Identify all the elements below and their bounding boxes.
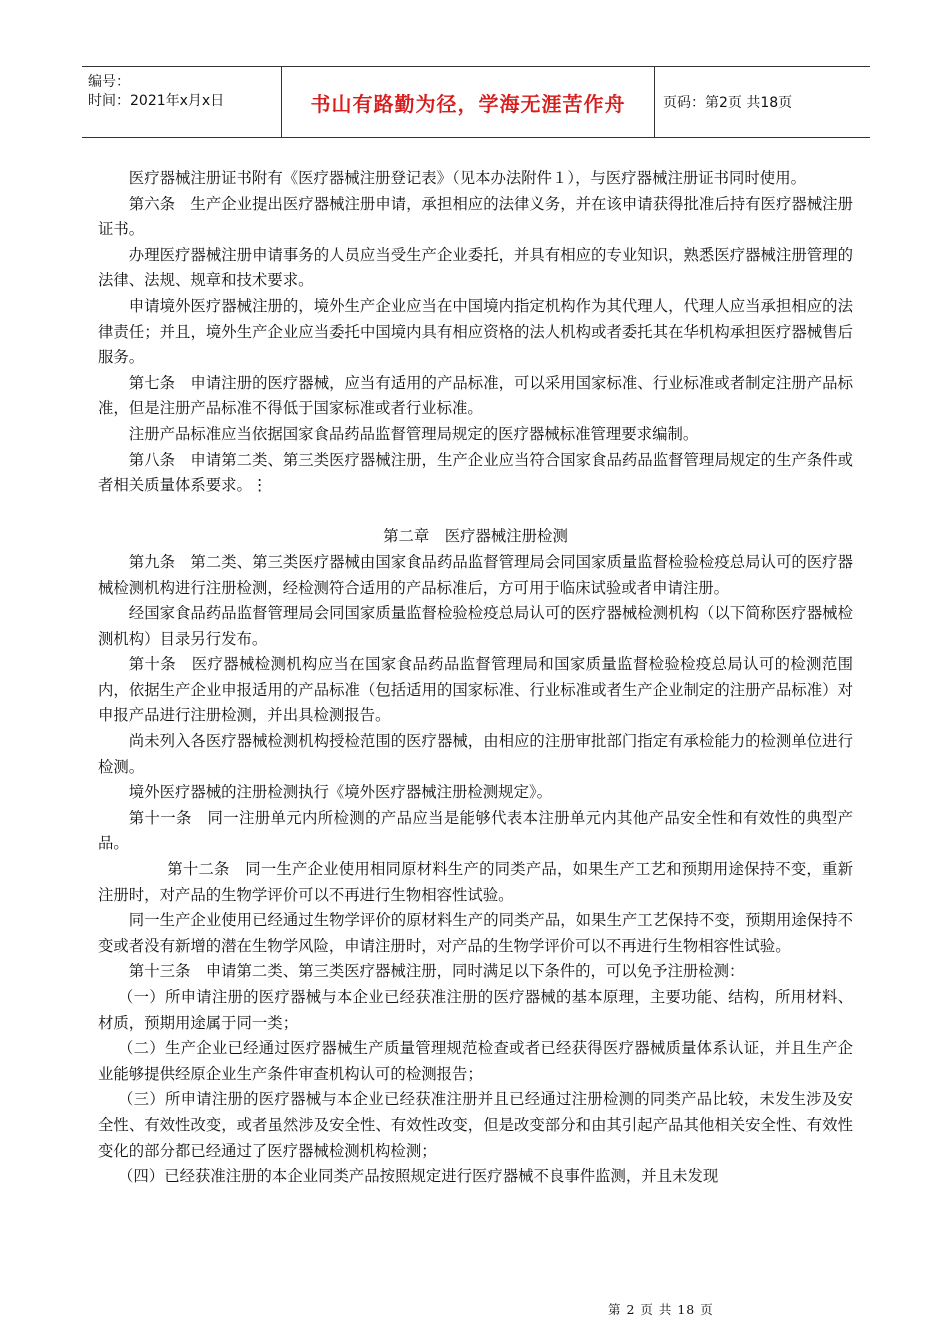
header-motto: 书山有路勤为径，学海无涯苦作舟	[282, 67, 655, 137]
paragraph: 尚未列入各医疗器械检测机构授检范围的医疗器械，由相应的注册审批部门指定有承检能力的检测单位进行检测。	[98, 732, 853, 776]
time-label: 时间：2021年x月x日	[88, 93, 225, 109]
paragraph: 同一生产企业使用已经通过生物学评价的原材料生产的同类产品，如果生产工艺保持不变，预期用途保持不变或者没有新增的潜在生物学风险，申请注册时，对产品的生物学评价可以不再进行生物相容性试验。	[98, 911, 853, 955]
header-meta	[82, 67, 282, 137]
document-body	[98, 166, 853, 1190]
article-8: 第八条 申请第二类、第三类医疗器械注册，生产企业应当符合国家食品药品监督管理局规定的生产条件或者相关质量体系要求。⋮	[98, 450, 853, 495]
header-page-info: 页码：第2页 共18页	[663, 95, 793, 111]
number-label: 编号：	[88, 74, 130, 90]
paragraph: 办理医疗器械注册申请事务的人员应当受生产企业委托，并具有相应的专业知识，熟悉医疗器械注册管理的法律、法规、规章和技术要求。	[98, 245, 853, 290]
condition-3: （三）所申请注册的医疗器械与本企业已经获准注册并且已经通过注册检测的同类产品比较，未发生涉及安全性、有效性改变，或者虽然涉及安全性、有效性改变，但是改变部分和由其引起产品其他相关安全性、有效性变化的部分都已经通过了医疗器械检测机构检测；	[98, 1090, 853, 1160]
chapter-heading: 第二章 医疗器械注册检测	[383, 527, 568, 546]
paragraph: 经国家食品药品监督管理局会同国家质量监督检验检疫总局认可的医疗器械检测机构（以下简称医疗器械检测机构）目录另行发布。	[98, 604, 853, 648]
condition-1: （一）所申请注册的医疗器械与本企业已经获准注册的医疗器械的基本原理，主要功能、结构，所用材料、材质，预期用途属于同一类；	[98, 988, 853, 1032]
paragraph: 申请境外医疗器械注册的，境外生产企业应当在中国境内指定机构作为其代理人，代理人应当承担相应的法律责任；并且，境外生产企业应当委托中国境内具有相应资格的法人机构或者委托其在华机构承担医疗器械售后服务。	[98, 296, 853, 367]
condition-4: （四）已经获准注册的本企业同类产品按照规定进行医疗器械不良事件监测，并且未发现	[118, 1167, 719, 1186]
paragraph: 境外医疗器械的注册检测执行《境外医疗器械注册检测规定》。	[128, 783, 553, 802]
article-7: 第七条 申请注册的医疗器械，应当有适用的产品标准，可以采用国家标准、行业标准或者制定注册产品标准，但是注册产品标准不得低于国家标准或者行业标准。	[98, 373, 853, 418]
paragraph: 注册产品标准应当依据国家食品药品监督管理局规定的医疗器械标准管理要求编制。	[128, 424, 699, 443]
article-13: 第十三条 申请第二类、第三类医疗器械注册，同时满足以下条件的，可以免予注册检测：	[128, 962, 745, 981]
paragraph: 医疗器械注册证书附有《医疗器械注册登记表》（见本办法附件１），与医疗器械注册证书同时使用。	[128, 169, 806, 187]
article-6: 第六条 生产企业提出医疗器械注册申请，承担相应的法律义务，并在该申请获得批准后持有医疗器械注册证书。	[98, 194, 853, 239]
page-footer: 第 2 页 共 18 页	[608, 1302, 714, 1317]
article-11: 第十一条 同一注册单元内所检测的产品应当是能够代表本注册单元内其他产品安全性和有效性的典型产品。	[98, 808, 853, 853]
article-10: 第十条 医疗器械检测机构应当在国家食品药品监督管理局和国家质量监督检验检疫总局认可的检测范围内，依据生产企业申报适用的产品标准（包括适用的国家标准、行业标准或者生产企业制定的注册产品标准）对申报产品进行注册检测，并出具检测报告。	[98, 655, 853, 725]
article-12: 第十二条 同一生产企业使用相同原材料生产的同类产品，如果生产工艺和预期用途保持不变，重新注册时，对产品的生物学评价可以不再进行生物相容性试验。	[98, 860, 853, 904]
page-header	[82, 66, 870, 138]
article-9: 第九条 第二类、第三类医疗器械由国家食品药品监督管理局会同国家质量监督检验检疫总局认可的医疗器械检测机构进行注册检测，经检测符合适用的产品标准后，方可用于临床试验或者申请注册。	[98, 552, 853, 597]
condition-2: （二）生产企业已经通过医疗器械生产质量管理规范检查或者已经获得医疗器械质量体系认证，并且生产企业能够提供经原企业生产条件审查机构认可的检测报告；	[98, 1039, 853, 1083]
